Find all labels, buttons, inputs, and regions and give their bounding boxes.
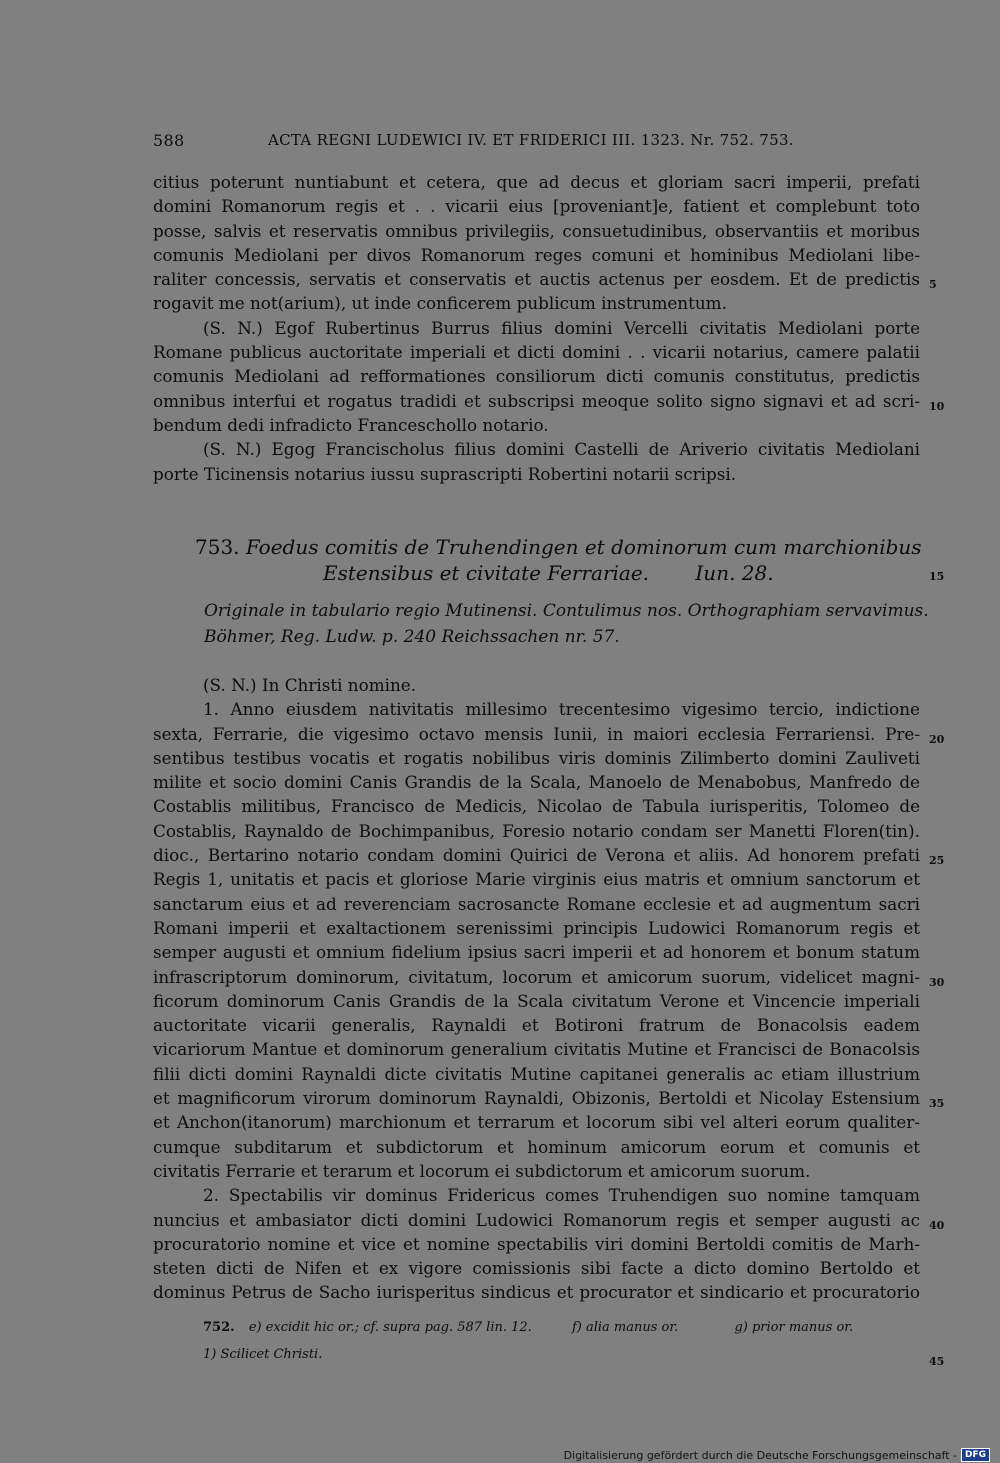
title-line-1 [195,534,920,560]
text-line: 1. Anno eiusdem nativitatis millesimo trecentesimo vigesimo tercio, indictione [203,699,920,720]
text-line: auctoritate vicarii generalis, Raynaldi et Botironi fratrum de Bonacolsis eadem [153,1015,920,1036]
text-line-with-margin [153,843,945,868]
line-number: 25 [929,854,945,868]
text-line: domini Romanorum regis et . . vicarii eius [proveniant]e, fatient et complebunt toto [153,196,920,217]
text-line: Costablis, Raynaldo de Bochimpanibus, Foresio notario condam ser Manetti Floren(tin). [153,820,920,841]
text-line: (S. N.) Egof Rubertinus Burrus filius domini Vercelli civitatis Mediolani porte [203,317,920,338]
text-line: infrascriptorum dominorum, civitatum, locorum et amicorum suorum, videlicet magni- [153,966,920,987]
text-line-with-margin [153,267,937,292]
text-line-with-margin [153,1086,945,1111]
text-line: dominus Petrus de Sacho iurisperitus sindicus et procurator et sindicario et procuratorio [153,1282,920,1303]
source-line: Böhmer, Reg. Ludw. p. 240 Reichssachen nr. 57. [204,627,620,647]
text-line: et Anchon(itanorum) marchionum et terrarum et locorum sibi vel alteri eorum qualiter- [153,1112,920,1133]
footnote-g: g) prior manus or. [734,1320,854,1335]
text-line-with-margin [153,1208,945,1232]
line-number: 20 [929,732,945,746]
text-line: raliter concessis, servatis et conservatis et auctis actenus per eosdem. Et de predictis [153,269,920,290]
document-752-ending [153,170,945,486]
text-line: sanctarum eius et ad reverenciam sacrosancte Romane ecclesie et ad augmentum sacri [153,893,920,914]
text-line: steten dicti de Nifen et ex vigore comissionis sibi facte a dicto domino Bertoldo et [153,1258,920,1279]
title-text-cont: Estensibus et civitate Ferrariae. [323,561,650,585]
footnote-1: 1) Scilicet Christi. [203,1347,323,1362]
footnotes [203,1320,853,1374]
text-line: sexta, Ferrarie, die vigesimo octavo mensis Iunii, in maiori ecclesia Ferrariensi. Pre- [153,723,920,744]
text-line: nuncius et ambasiator dicti domini Ludowici Romanorum regis et semper augusti ac [153,1209,920,1230]
text-line: Regis 1, unitatis et pacis et gloriose Marie virginis eius matris et omnium sanctorum et [153,869,920,890]
footnote-e: e) excidit hic or.; cf. supra pag. 587 lin. 12. [248,1320,532,1335]
title-text: Foedus comitis de Truhendingen et dominorum cum marchionibus [245,535,922,559]
line-number: 45 [929,1355,945,1368]
footnote-line-752 [203,1320,853,1347]
source-note [204,598,929,650]
text-line: filii dicti domini Raynaldi dicte civitatis Mutine capitanei generalis ac etiam illustrium [153,1063,920,1084]
line-number: 30 [929,975,945,989]
text-line-with-margin [153,722,945,746]
line-number: 35 [929,1097,945,1111]
source-line: Originale in tabulario regio Mutinensi. Contulimus nos. Orthographiam servavimus. [204,601,929,621]
text-line: et magnificorum virorum dominorum Raynaldi, Obizonis, Bertoldi et Nicolay Estensium [153,1088,920,1109]
text-line: comunis Mediolani ad refformationes consiliorum dicti comunis constitutus, predictis [153,366,920,387]
text-line: procuratorio nomine et vice et nomine spectabilis viri domini Bertoldi comitis de Marh- [153,1233,920,1254]
text-line: civitatis Ferrarie et terarum et locorum ei subdictorum et amicorum suorum. [153,1160,811,1181]
text-line: milite et socio domini Canis Grandis de la Scala, Manoelo de Menabobus, Manfredo de [153,772,920,793]
text-line: (S. N.) Egog Francischolus filius domini Castelli de Ariverio civitatis Mediolani [203,439,920,460]
document-date: Iun. 28. [695,561,774,585]
text-line: 2. Spectabilis vir dominus Fridericus comes Truhendigen suo nomine tamquam [203,1185,920,1206]
text-line: sentibus testibus vocatis et rogatis nobilibus viris dominis Zilimberto domini Zauliveti [153,747,920,768]
text-line: bendum dedi infradicto Franceschollo notario. [153,414,549,435]
text-line: citius poterunt nuntiabunt et cetera, que ad decus et gloriam sacri imperii, prefati [153,172,920,192]
footnote-line-1 [203,1347,853,1374]
text-line: cumque subditarum et subdictorum et hominum amicorum eorum et comunis et [153,1136,920,1157]
document-753-body [153,673,945,1305]
line-number: 5 [929,278,937,292]
running-title: ACTA REGNI LUDEWICI IV. ET FRIDERICI III. 1323. Nr. 752. 753. [268,131,794,149]
footnote-f: f) alia manus or. [571,1320,679,1335]
text-line: Romane publicus auctoritate imperiali et dicti domini . . vicarii notarius, camere palatii [153,342,920,363]
line-number: 40 [929,1218,945,1232]
digitization-footer [564,1447,990,1463]
document-753-title [195,534,920,586]
title-line-2 [195,560,920,586]
line-number: 15 [929,570,945,583]
dfg-logo-icon: DFG [961,1448,990,1462]
page-number: 588 [153,131,185,150]
text-line: rogavit me not(arium), ut inde conficerem publicum instrumentum. [153,293,727,314]
text-line: Romani imperii et exaltactionem serenissimi principis Ludowici Romanorum regis et [153,917,920,938]
text-line: semper augusti et omnium fidelium ipsius sacri imperii et ad honorem et bonum statum [153,942,920,963]
text-line: (S. N.) In Christi nomine. [203,675,417,695]
text-line-with-margin [153,389,945,413]
text-line: Costablis militibus, Francisco de Medicis, Nicolao de Tabula iurisperitis, Tolomeo de [153,796,920,817]
text-line: ficorum dominorum Canis Grandis de la Scala civitatum Verone et Vincencie imperiali [153,990,920,1011]
text-line: posse, salvis et reservatis omnibus privilegiis, consuetudinibus, observantiis et moribus [153,220,920,241]
text-line: omnibus interfui et rogatus tradidi et subscripsi meoque solito signo signavi et ad scri- [153,390,920,411]
text-line: dioc., Bertarino notario condam domini Quirici de Verona et aliis. Ad honorem prefati [153,845,920,866]
line-number: 10 [929,399,945,413]
text-line: vicariorum Mantue et dominorum generalium civitatis Mutine et Francisci de Bonacolsis [153,1039,920,1060]
text-line-with-margin [153,965,945,989]
text-line: comunis Mediolani per divos Romanorum reges comuni et hominibus Mediolani libe- [153,244,920,265]
document-number: 753. [195,535,240,559]
text-line: porte Ticinensis notarius iussu suprascripti Robertini notarii scripsi. [153,463,737,484]
footnote-ref: 752. [203,1320,235,1335]
digitization-note: Digitalisierung gefördert durch die Deutsche Forschungsgemeinschaft - [563,1448,957,1462]
